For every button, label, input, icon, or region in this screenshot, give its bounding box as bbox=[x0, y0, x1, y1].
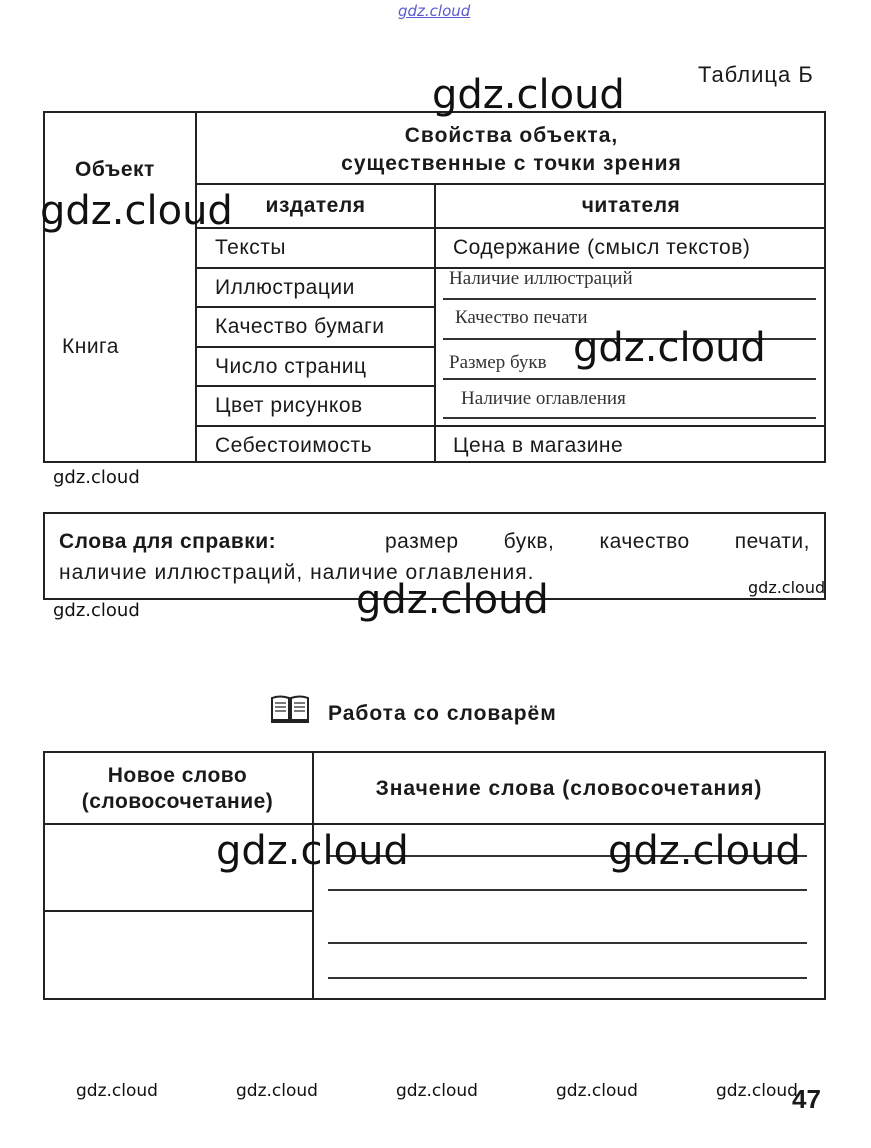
reader-cell-handwritten: Наличие оглавления bbox=[461, 388, 626, 409]
reference-line1: размер букв, качество печати, bbox=[385, 530, 810, 553]
watermark: gdz.cloud bbox=[556, 1081, 638, 1101]
subheader-publisher: издателя bbox=[265, 194, 366, 217]
watermark-top: gdz.cloud bbox=[398, 2, 471, 20]
reference-line2: наличие иллюстраций, наличие оглавления. bbox=[59, 561, 535, 584]
publisher-cell: Цвет рисунков bbox=[215, 394, 363, 417]
watermark: gdz.cloud bbox=[748, 578, 826, 597]
watermark: gdz.cloud bbox=[432, 72, 625, 118]
header-meaning: Значение слова (словосочетания) bbox=[375, 777, 763, 800]
reader-cell: Содержание (смысл текстов) bbox=[453, 236, 751, 259]
reader-cell: Цена в магазине bbox=[453, 434, 624, 457]
header-new-word: Новое слово (словосочетание) bbox=[81, 764, 274, 813]
watermark: gdz.cloud bbox=[53, 467, 140, 488]
dictionary-title: Работа со словарём bbox=[328, 702, 557, 725]
reader-cell-handwritten: Качество печати bbox=[455, 307, 588, 328]
reader-cell-handwritten: Наличие иллюстраций bbox=[449, 268, 633, 289]
watermark: gdz.cloud bbox=[573, 325, 766, 371]
reader-cell-handwritten: Размер букв bbox=[449, 352, 547, 373]
watermark: gdz.cloud bbox=[76, 1081, 158, 1101]
publisher-cell: Качество бумаги bbox=[215, 315, 385, 338]
page-number: 47 bbox=[792, 1084, 821, 1114]
publisher-cell: Тексты bbox=[215, 236, 286, 259]
object-value: Книга bbox=[62, 335, 119, 358]
reference-label: Слова для справки: bbox=[59, 530, 277, 553]
watermark: gdz.cloud bbox=[356, 577, 549, 623]
publisher-cell: Себестоимость bbox=[215, 434, 373, 457]
watermark: gdz.cloud bbox=[53, 600, 140, 621]
book-icon bbox=[270, 694, 310, 724]
watermark: gdz.cloud bbox=[236, 1081, 318, 1101]
header-object: Объект bbox=[75, 158, 155, 181]
watermark: gdz.cloud bbox=[396, 1081, 478, 1101]
publisher-cell: Иллюстрации bbox=[215, 276, 355, 299]
publisher-cell: Число страниц bbox=[215, 355, 367, 378]
subheader-reader: читателя bbox=[581, 194, 681, 217]
watermark: gdz.cloud bbox=[608, 828, 801, 874]
watermark: gdz.cloud bbox=[40, 188, 233, 234]
watermark: gdz.cloud bbox=[216, 828, 409, 874]
header-properties: Свойства объекта, существенные с точки зрения bbox=[341, 124, 682, 175]
table-label: Таблица Б bbox=[698, 62, 814, 87]
watermark: gdz.cloud bbox=[716, 1081, 798, 1101]
